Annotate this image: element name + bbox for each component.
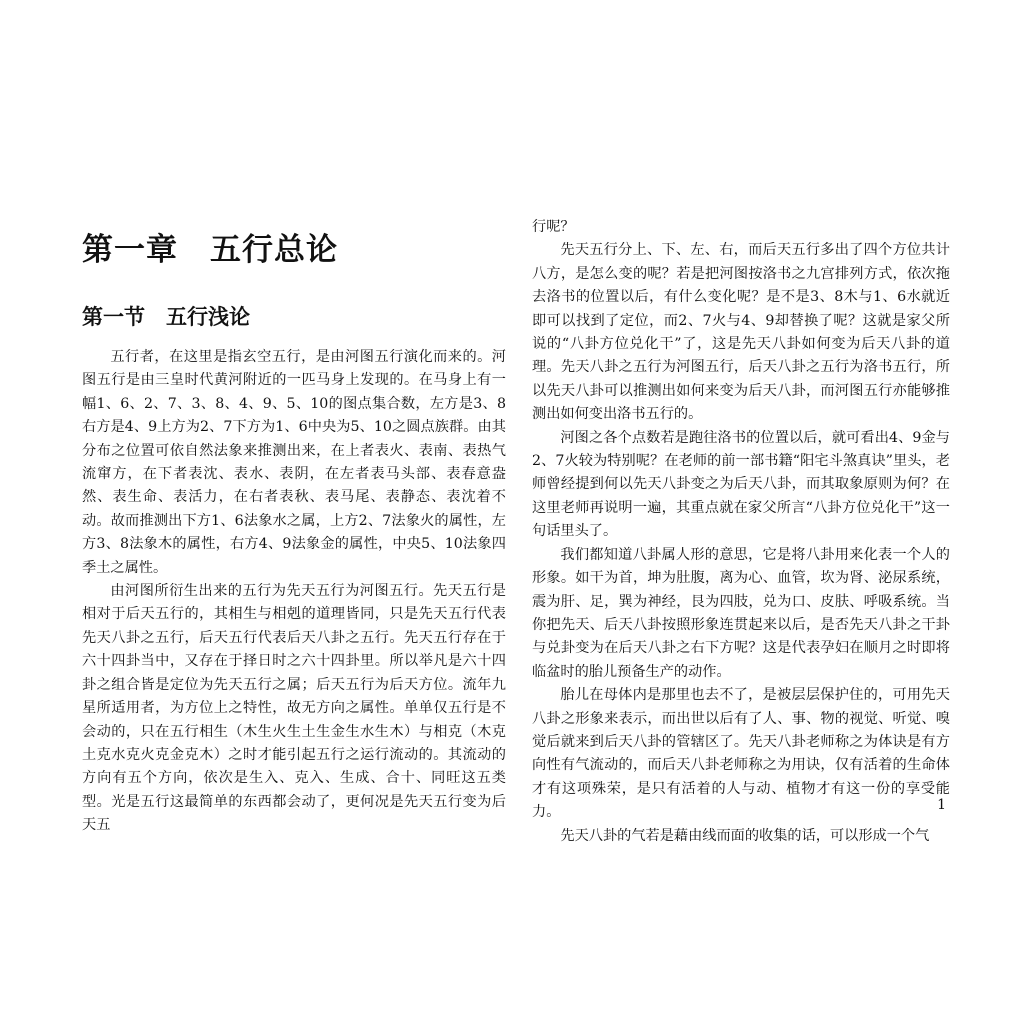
section-title: 第一节 五行浅论 [82, 304, 250, 329]
paragraph: 胎儿在母体内是那里也去不了，是被层层保护住的，可用先天八卦之形象来表示，而出世以后有了人、事、物的视觉、听觉、嗅觉后就来到后天八卦的管辖区了。先天八卦老师称之为体诀是有方向性有气流动的，而后天八卦老师称之为用诀，仅有活着的生命体才有这项殊荣，是只有活着的人与动、植物才有这一份的享受能力。 [532, 687, 950, 821]
paragraph: 我们都知道八卦属人形的意思，它是将八卦用来化表一个人的形象。如干为首，坤为肚腹，离为心、血管，坎为肾、泌尿系统，震为肝、足，巽为神经，艮为四肢，兑为口、皮肤、呼吸系统。当你把先天、后天八卦按照形象连贯起来以后，是否先天八卦之干卦与兑卦变为在后天八卦之右下方呢？这是代表孕妇在顺月之时即将临盆时的胎儿预备生产的动作。 [532, 546, 950, 680]
paragraph: 先天八卦的气若是藉由线而面的收集的话，可以形成一个气 [560, 827, 930, 844]
right-column [532, 216, 950, 848]
left-column [82, 346, 506, 838]
paragraph-continuation: 行呢？ [532, 219, 575, 235]
page-number: 1 [937, 797, 946, 813]
paragraph: 先天五行分上、下、左、右，而后天五行多出了四个方位共计八方，是怎么变的呢？若是把河图按洛书之九宫排列方式，依次拖去洛书的位置以后，有什么变化呢？是不是3、8木与1、6水就近即可以找到了定位，而2、7火与4、9却替换了呢？这就是家父所说的“八卦方位兑化干”了，这是先天八卦如何变为后天八卦的道理。先天八卦之五行为河图五行，后天八卦之五行为洛书五行，所以先天八卦可以推测出如何来变为后天八卦，而河图五行亦能够推测出如何变出洛书五行的。 [532, 242, 950, 423]
paragraph: 河图之各个点数若是跑往洛书的位置以后，就可看出4、9金与2、7火较为特别呢？在老师的前一部书籍“阳宅斗煞真诀”里头，老师曾经提到何以先天八卦变之为后天八卦，而其取象原则为何？在这里老师再说明一遍，其重点就在家父所言“八卦方位兑化干”这一句话里头了。 [532, 429, 950, 540]
paragraph: 由河图所衍生出来的五行为先天五行为河图五行。先天五行是相对于后天五行的，其相生与相剋的道理皆同，只是先天五行代表先天八卦之五行，后天五行代表后天八卦之五行。先天五行存在于六十四卦当中，又存在于择日时之六十四卦里。所以举凡是六十四卦之组合皆是定位为先天五行之属；后天五行为后天方位。流年九星所适用者，为方位上之特性，故无方向之属性。单单仅五行是不会动的，只在五行相生（木生火生土生金生水生木）与相克（木克土克水克火克金克木）之时才能引起五行之运行流动的。其流动的方向有五个方向，依次是生入、克入、生成、合十、同旺这五类型。光是五行这最简单的东西都会动了，更何况是先天五行变为后天五 [82, 583, 506, 834]
paragraph: 五行者，在这里是指玄空五行，是由河图五行演化而来的。河图五行是由三皇时代黄河附近的一匹马身上发现的。在马身上有一幅1、6、2、7、3、8、4、9、5、10的图点集合数，左方是3、8右方是4、9上方为2、7下方为1、6中央为5、10之圆点族群。由其分布之位置可依自然法象来推测出来，在上者表火、表南、表热气流窜方，在下者表沈、表水、表阴，在左者表马头部、表春意盎然、表生命、表活力，在右者表秋、表马尾、表静态、表沈着不动。故而推测出下方1、6法象水之属，上方2、7法象火的属性，左方3、8法象木的属性，右方4、9法象金的属性，中央5、10法象四季土之属性。 [82, 349, 506, 576]
chapter-title: 第一章 五行总论 [82, 232, 338, 268]
